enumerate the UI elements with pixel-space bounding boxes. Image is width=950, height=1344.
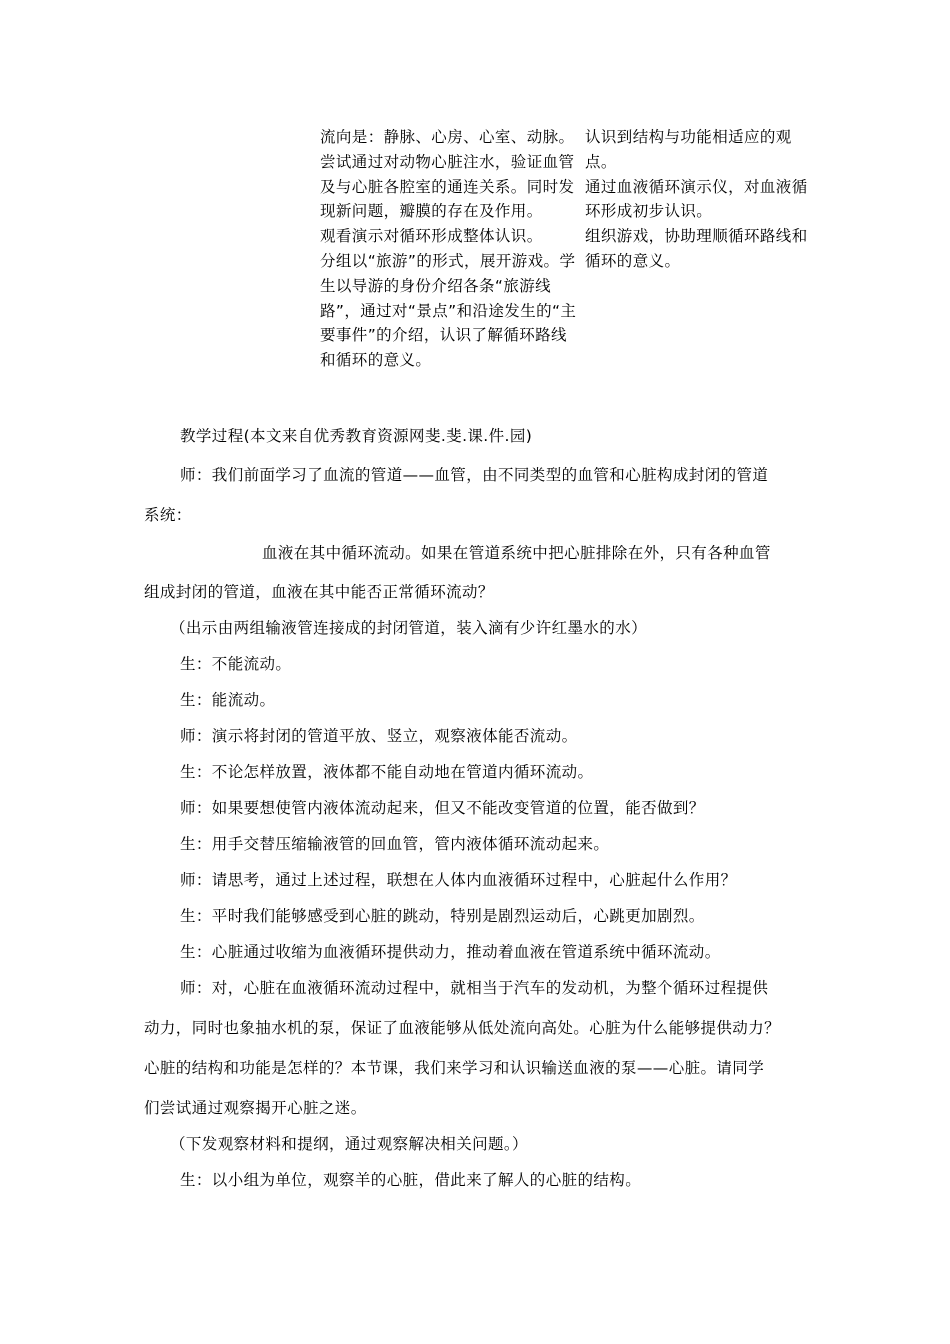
cell-paragraph: 通过血液循环演示仪，对血液循环形成初步认识。 [585,177,808,221]
body-line: 师：对，心脏在血液循环流动过程中，就相当于汽车的发动机，为整个循环过程提供 [180,979,769,997]
cell-paragraph: 流向是：静脉、心房、心室、动脉。 [320,128,575,146]
body-line: 心脏的结构和功能是怎样的？本节课，我们来学习和认识输送血液的泵——心脏。请同学 [144,1059,765,1077]
body-line: 生：不能流动。 [180,655,292,673]
body-line: 生：平时我们能够感受到心脏的跳动，特别是剧烈运动后，心跳更加剧烈。 [180,907,705,925]
body-line: 师：我们前面学习了血流的管道——血管，由不同类型的血管和心脏构成封闭的管道 [180,466,769,484]
cell-paragraph: 尝试通过对动物心脏注水，验证血管及与心脏各腔室的通连关系。同时发现新问题，瓣膜的存在及作用。 [320,152,575,221]
table-middle-column [320,125,578,373]
cell-paragraph: 组织游戏，协助理顺循环路线和循环的意义。 [585,227,808,270]
body-line: 师：请思考，通过上述过程，联想在人体内血液循环过程中，心脏起什么作用？ [180,871,737,889]
body-line: 生：心脏通过收缩为血液循环提供动力，推动着血液在管道系统中循环流动。 [180,943,721,961]
body-line: 师：如果要想使管内液体流动起来，但又不能改变管道的位置，能否做到？ [180,799,705,817]
body-line: （出示由两组输液管连接成的封闭管道，装入滴有少许红墨水的水） [170,619,648,637]
body-line: 组成封闭的管道，血液在其中能否正常循环流动？ [144,583,494,601]
body-line: 生：以小组为单位，观察羊的心脏，借此来了解人的心脏的结构。 [180,1171,642,1189]
body-line: 生：不论怎样放置，液体都不能自动地在管道内循环流动。 [180,763,594,781]
body-line: 血液在其中循环流动。如果在管道系统中把心脏排除在外，只有各种血管 [262,544,771,562]
body-line: 师：演示将封闭的管道平放、竖立，观察液体能否流动。 [180,727,578,745]
section-heading: 教学过程(本文来自优秀教育资源网斐.斐.课.件.园) [180,427,533,445]
body-line: 们尝试通过观察揭开心脏之迷。 [144,1099,367,1117]
body-line: 生：能流动。 [180,691,276,709]
cell-paragraph: 观看演示对循环形成整体认识。 [320,227,543,246]
cell-paragraph: 认识到结构与功能相适应的观点。 [585,128,792,171]
body-line: 生：用手交替压缩输液管的回血管，管内液体循环流动起来。 [180,835,610,853]
cell-paragraph: 分组以“旅游”的形式，展开游戏。学生以导游的身份介绍各条“旅游线路”，通过对“景点”和沿途发生的“主要事件”的介绍，认识了解循环路线和循环的意义。 [320,251,577,370]
body-line: 动力，同时也象抽水机的泵，保证了血液能够从低处流向高处。心脏为什么能够提供动力？ [144,1019,781,1037]
table-right-column [585,125,810,274]
body-line: 系统： [144,506,192,524]
body-line: （下发观察材料和提纲，通过观察解决相关问题。） [170,1135,528,1153]
